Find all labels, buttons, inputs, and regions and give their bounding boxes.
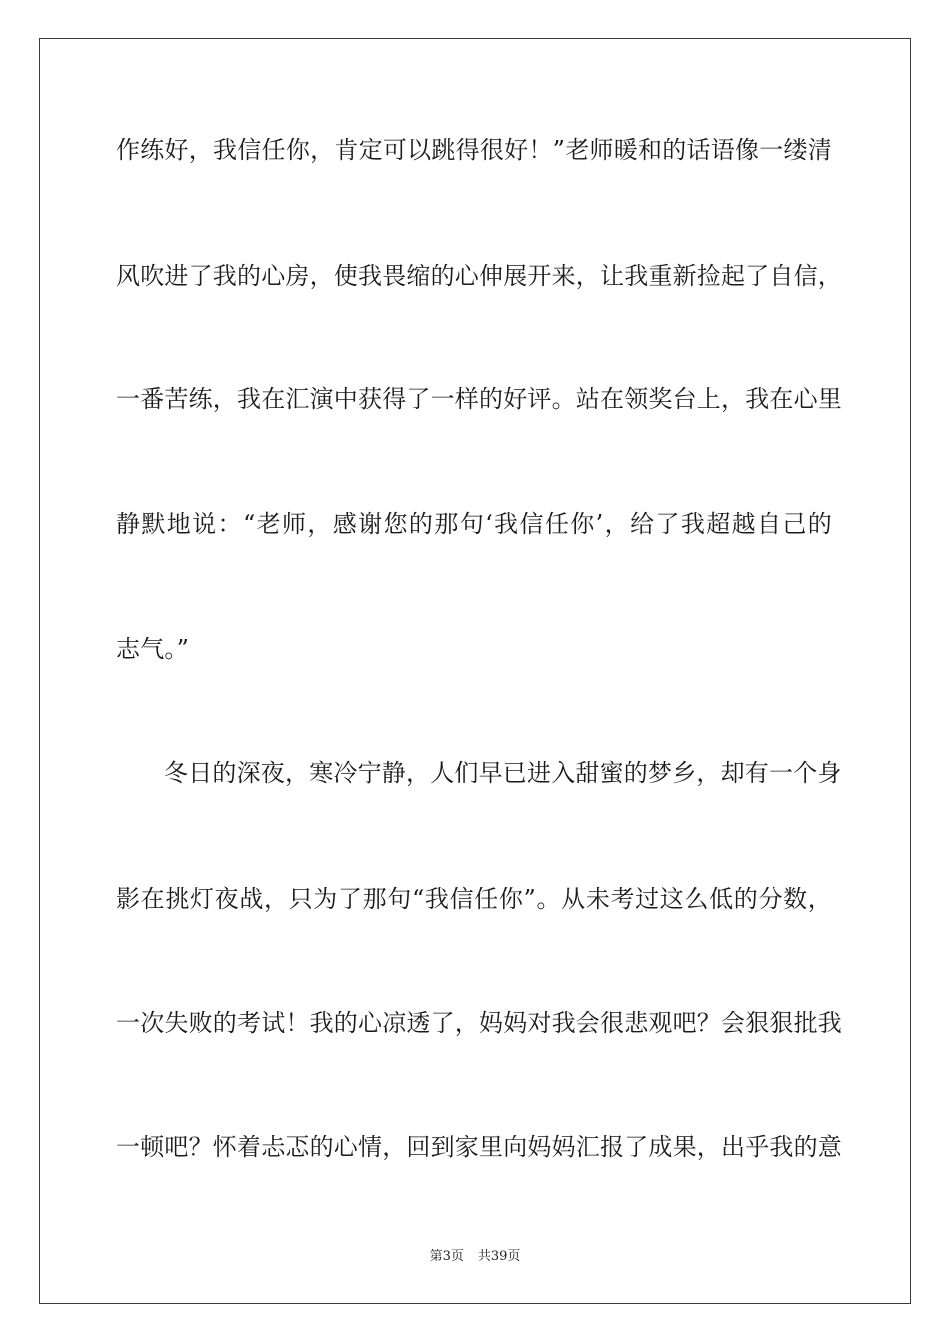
page-total: 共39页 — [477, 1249, 521, 1264]
page-footer — [0, 1248, 950, 1266]
text-line-9: 一顿吧？怀着忐忑的心情，回到家里向妈妈汇报了成果，出乎我的意 — [116, 1133, 842, 1161]
text-line-3: 一番苦练，我在汇演中获得了一样的好评。站在领奖台上，我在心里 — [116, 385, 842, 413]
text-line-1: 作练好，我信任你，肯定可以跳得很好！”老师暖和的话语像一缕清 — [116, 136, 832, 164]
page-border — [39, 38, 911, 1304]
text-line-4: 静默地说：“老师，感谢您的那句‘我信任你’，给了我超越自己的 — [116, 510, 832, 538]
text-line-8: 一次失败的考试！我的心凉透了，妈妈对我会很悲观吧？会狠狠批我 — [116, 1009, 842, 1037]
text-line-7: 影在挑灯夜战，只为了那句“我信任你”。从未考过这么低的分数， — [116, 885, 832, 913]
text-line-5: 志气。” — [116, 635, 190, 663]
text-line-2: 风吹进了我的心房，使我畏缩的心伸展开来，让我重新捡起了自信， — [116, 262, 842, 290]
text-line-6: 冬日的深夜，寒冷宁静，人们早已进入甜蜜的梦乡，却有一个身 — [164, 759, 842, 787]
page-number: 第3页 — [429, 1249, 464, 1264]
